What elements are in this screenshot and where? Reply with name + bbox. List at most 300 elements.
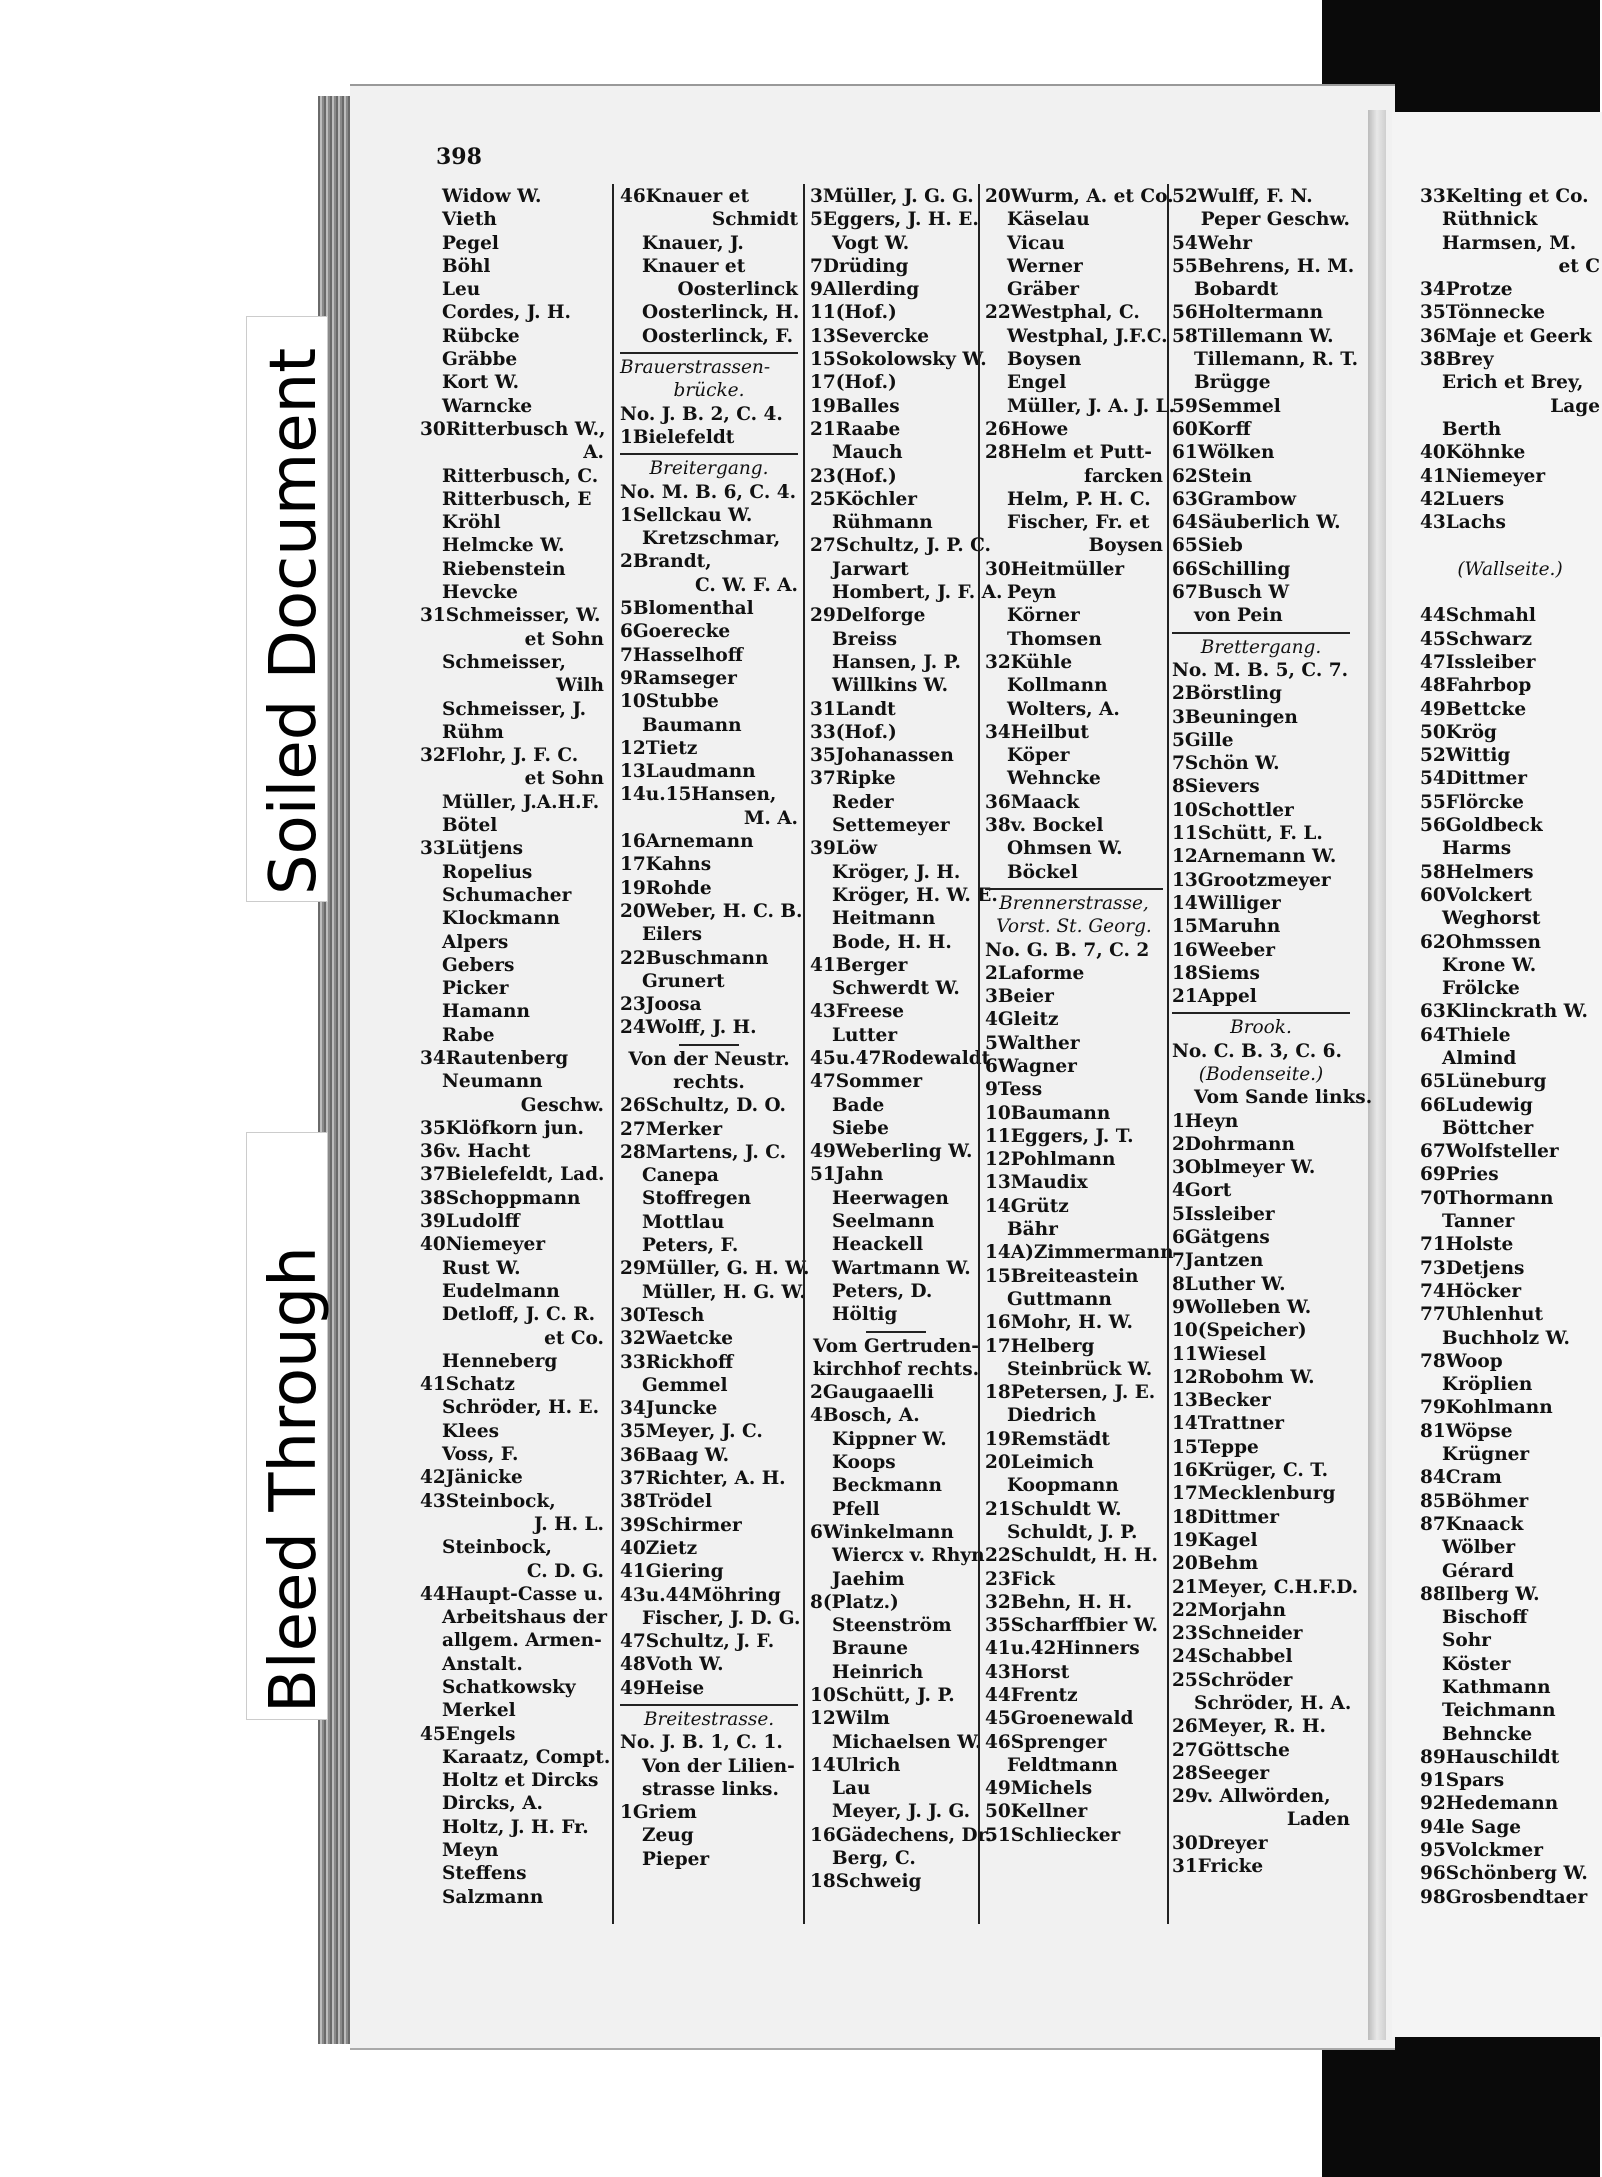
- house-entry: 56Holtermann: [1172, 302, 1324, 324]
- house-entry: 17Helberg: [985, 1335, 1095, 1357]
- resident-entry: Gérard: [1442, 1560, 1514, 1582]
- resident-entry: Heitmann: [832, 908, 936, 930]
- resident-entry: Gräber: [1007, 279, 1079, 301]
- house-entry: 87Knaack: [1420, 1513, 1524, 1535]
- soiled-document-text: Soiled Document: [257, 347, 331, 895]
- section-rule: [1172, 1012, 1350, 1014]
- house-entry: 27Schultz, J. P. C.: [810, 535, 991, 557]
- resident-entry: Knauer et: [642, 255, 746, 277]
- resident-entry: Siebe: [832, 1117, 889, 1139]
- house-entry: 6Gätgens: [1172, 1227, 1270, 1249]
- house-entry: 14Williger: [1172, 892, 1281, 914]
- house-entry: 13Maudix: [985, 1172, 1088, 1194]
- house-entry: 12Wilm: [810, 1708, 890, 1730]
- resident-entry: kirchhof rechts.: [812, 1358, 980, 1380]
- house-entry: 89Hauschildt: [1420, 1746, 1560, 1768]
- resident-entry: Holtz et Dircks: [442, 1770, 599, 1792]
- house-entry: 23Fick: [985, 1568, 1055, 1590]
- house-entry: 60Korff: [1172, 418, 1251, 440]
- resident-entry: Köper: [1007, 745, 1070, 767]
- house-entry: 41Giering: [620, 1561, 724, 1583]
- house-entry: 7Hasselhoff: [620, 644, 743, 666]
- house-entry: 20Leimich: [985, 1452, 1094, 1474]
- resident-entry: Kröger, H. W. E.: [832, 884, 998, 906]
- resident-entry: Detloff, J. C. R.: [442, 1304, 596, 1326]
- resident-entry: Werner: [1007, 255, 1083, 277]
- house-entry: 20Behm: [1172, 1553, 1259, 1575]
- house-entry: 47Issleiber: [1420, 651, 1536, 673]
- house-entry: No. J. B. 1, C. 1.: [620, 1732, 783, 1754]
- house-entry: 24Schabbel: [1172, 1646, 1293, 1668]
- street-heading: brücke.: [673, 380, 745, 402]
- resident-entry: Willkins W.: [832, 675, 949, 697]
- house-entry: 84Cram: [1420, 1467, 1502, 1489]
- house-entry: 11Schütt, F. L.: [1172, 823, 1323, 845]
- house-entry: 32Waetcke: [620, 1328, 734, 1350]
- resident-entry: strasse links.: [642, 1778, 779, 1800]
- resident-entry: Steenström: [832, 1615, 952, 1637]
- resident-entry: Böhl: [442, 255, 491, 277]
- house-entry: 46Sprenger: [985, 1731, 1107, 1753]
- resident-entry: Gräbbe: [442, 349, 518, 371]
- resident-entry: Steinbrück W.: [1007, 1358, 1153, 1380]
- resident-entry: Settemeyer: [832, 815, 950, 837]
- house-entry: 16Gädechens, Dr.: [810, 1824, 993, 1846]
- house-entry: 13Severcke: [810, 325, 929, 347]
- resident-entry: Schröder, H. E.: [442, 1397, 600, 1419]
- soiled-document-label: [246, 316, 331, 902]
- house-entry: 67Wolfsteller: [1420, 1141, 1559, 1163]
- resident-entry: Brügge: [1194, 372, 1271, 394]
- house-entry: 43Freese: [810, 1001, 905, 1023]
- resident-entry: Oosterlinck, F.: [642, 325, 794, 347]
- house-entry: 54Dittmer: [1420, 768, 1527, 790]
- resident-entry: Riebenstein: [442, 558, 566, 580]
- house-entry: 35Scharffbier W.: [985, 1615, 1158, 1637]
- resident-entry: Warncke: [442, 395, 533, 417]
- resident-entry: Ritterbusch, C.: [442, 465, 599, 487]
- house-entry: No. G. B. 7, C. 2: [985, 939, 1150, 961]
- house-entry: 21Schuldt W.: [985, 1498, 1122, 1520]
- resident-entry: Bähr: [1007, 1219, 1058, 1241]
- resident-entry: Mauch: [832, 442, 903, 464]
- bleed-through-text: Bleed Through: [257, 1246, 331, 1713]
- resident-entry: rechts.: [673, 1071, 745, 1093]
- house-entry: 51Jahn: [810, 1164, 884, 1186]
- house-entry: 36Maack: [985, 791, 1080, 813]
- resident-entry: Schuldt, J. P.: [1007, 1521, 1138, 1543]
- resident-entry: Buchholz W.: [1442, 1327, 1570, 1349]
- resident-entry: C. W. F. A.: [694, 574, 798, 596]
- resident-entry: Henneberg: [442, 1350, 558, 1372]
- resident-entry: Krone W.: [1442, 954, 1537, 976]
- street-heading: Breitestrasse.: [643, 1709, 775, 1730]
- resident-entry: Diedrich: [1007, 1405, 1097, 1427]
- house-entry: 40Zietz: [620, 1537, 698, 1559]
- house-entry: 2Dohrmann: [1172, 1133, 1295, 1155]
- street-heading: Brook.: [1230, 1017, 1292, 1039]
- house-entry: 49Weberling W.: [810, 1141, 973, 1163]
- resident-entry: Pieper: [642, 1848, 710, 1870]
- resident-entry: Schwerdt W.: [832, 978, 960, 1000]
- resident-entry: Schmidt: [711, 209, 798, 231]
- house-entry: 13Laudmann: [620, 761, 756, 783]
- resident-entry: Knauer, J.: [642, 232, 744, 254]
- resident-entry: Wartmann W.: [832, 1257, 971, 1279]
- resident-entry: Ohmsen W.: [1007, 838, 1123, 860]
- house-entry: 7Schön W.: [1172, 753, 1280, 775]
- house-entry: 1Heyn: [1172, 1110, 1239, 1132]
- house-entry: 16Arnemann: [620, 831, 754, 853]
- house-entry: 61Wölken: [1172, 442, 1275, 464]
- house-entry: 34Heilbut: [985, 721, 1089, 743]
- house-entry: 19Rohde: [620, 877, 712, 899]
- street-heading: (Bodenseite.): [1198, 1063, 1324, 1085]
- house-entry: 2Brandt,: [620, 551, 712, 573]
- house-entry: 22Westphal, C.: [985, 302, 1140, 324]
- house-entry: 15Teppe: [1172, 1436, 1259, 1458]
- resident-entry: Schumacher: [442, 884, 572, 906]
- house-entry: 14Grütz: [985, 1195, 1069, 1217]
- house-entry: 19Balles: [810, 395, 900, 417]
- house-entry: 5Gille: [1172, 729, 1234, 751]
- resident-entry: Berth: [1442, 418, 1502, 440]
- house-entry: 98Grosbendtaer: [1420, 1886, 1588, 1908]
- house-entry: 3Oblmeyer W.: [1172, 1157, 1316, 1179]
- house-entry: 33Rickhoff: [620, 1351, 734, 1373]
- house-entry: 37Richter, A. H.: [620, 1468, 786, 1490]
- street-heading: Brettergang.: [1200, 636, 1322, 658]
- house-entry: 9Allerding: [810, 279, 920, 301]
- house-entry: 41Schatz: [420, 1374, 515, 1396]
- house-entry: 29Müller, G. H. W.: [620, 1258, 810, 1280]
- house-entry: 14Trattner: [1172, 1413, 1284, 1435]
- directory-column-3: [810, 185, 1003, 1925]
- resident-entry: Lutter: [832, 1024, 898, 1046]
- house-entry: 38Schoppmann: [420, 1187, 581, 1209]
- house-entry: 42Jänicke: [420, 1467, 523, 1489]
- house-entry: 18Siems: [1172, 962, 1260, 984]
- house-entry: 70Thormann: [1420, 1187, 1554, 1209]
- resident-entry: Kort W.: [442, 372, 520, 394]
- house-entry: 6Goerecke: [620, 621, 731, 643]
- house-entry: 5Blomenthal: [620, 598, 754, 620]
- resident-entry: Reder: [832, 791, 894, 813]
- house-entry: 13Grootzmeyer: [1172, 869, 1331, 891]
- resident-entry: M. A.: [743, 807, 798, 829]
- house-entry: 37Ripke: [810, 768, 896, 790]
- resident-entry: Laden: [1286, 1809, 1350, 1831]
- resident-entry: Meyn: [442, 1840, 499, 1862]
- resident-entry: Harms: [1442, 838, 1512, 860]
- resident-entry: Sohr: [1442, 1630, 1491, 1652]
- house-entry: 34Rautenberg: [420, 1047, 569, 1069]
- house-entry: 41u.42Hinners: [985, 1638, 1140, 1660]
- house-entry: 19Kagel: [1172, 1529, 1258, 1551]
- street-heading: (Wallseite.): [1457, 558, 1563, 580]
- house-entry: 31Fricke: [1172, 1856, 1264, 1878]
- resident-entry: Stoffregen: [642, 1188, 752, 1210]
- house-entry: 27Merker: [620, 1118, 723, 1140]
- resident-entry: Kathmann: [1442, 1677, 1551, 1698]
- house-entry: 10Schottler: [1172, 799, 1294, 821]
- resident-entry: Widow W.: [442, 186, 542, 207]
- resident-entry: Grunert: [642, 970, 725, 992]
- resident-entry: Berg, C.: [832, 1848, 916, 1870]
- house-entry: 52Wulff, F. N.: [1172, 186, 1313, 207]
- house-entry: 18Petersen, J. E.: [985, 1382, 1156, 1404]
- resident-entry: Körner: [1007, 605, 1080, 627]
- house-entry: 21Appel: [1172, 986, 1257, 1008]
- resident-entry: Kröger, J. H.: [832, 861, 961, 883]
- house-entry: 64Thiele: [1420, 1024, 1511, 1046]
- house-entry: 49Michels: [985, 1778, 1093, 1800]
- house-entry: 67Busch W: [1172, 582, 1290, 604]
- house-entry: 45Engels: [420, 1723, 516, 1745]
- resident-entry: Harmsen, M.: [1442, 232, 1577, 254]
- resident-entry: Pegel: [442, 232, 499, 254]
- section-rule: [1172, 632, 1350, 634]
- resident-entry: Jarwart: [832, 558, 909, 580]
- resident-entry: Käselau: [1007, 209, 1090, 231]
- house-entry: 35Klöfkorn jun.: [420, 1117, 584, 1139]
- house-entry: 36Maje et Geerk: [1420, 325, 1592, 347]
- house-entry: 8(Platz.): [810, 1591, 899, 1613]
- resident-entry: J. H. L.: [533, 1513, 604, 1535]
- house-entry: 65Sieb: [1172, 535, 1243, 557]
- house-entry: 5Walther: [985, 1032, 1080, 1054]
- house-entry: 21Raabe: [810, 418, 901, 440]
- house-entry: 41Berger: [810, 954, 908, 976]
- house-entry: 39Löw: [810, 838, 878, 860]
- house-entry: 39Schirmer: [620, 1514, 742, 1536]
- resident-entry: Canepa: [642, 1165, 719, 1187]
- house-entry: 63Grambow: [1172, 488, 1297, 510]
- resident-entry: Alpers: [442, 931, 509, 953]
- house-entry: 44Frentz: [985, 1685, 1078, 1706]
- house-entry: 59Semmel: [1172, 395, 1281, 417]
- house-entry: 20Wurm, A. et Co.: [985, 186, 1174, 207]
- resident-entry: Klees: [442, 1420, 500, 1442]
- resident-entry: Frölcke: [1442, 978, 1520, 1000]
- house-entry: 15Breiteastein: [985, 1265, 1139, 1287]
- house-entry: 12Robohm W.: [1172, 1366, 1315, 1388]
- resident-entry: Picker: [442, 978, 509, 1000]
- resident-entry: Kippner W.: [832, 1428, 947, 1450]
- house-entry: 38Trödel: [620, 1491, 712, 1513]
- resident-entry: Wehncke: [1007, 768, 1101, 790]
- house-entry: 5Eggers, J. H. E.: [810, 209, 979, 231]
- house-entry: 10Stubbe: [620, 691, 719, 713]
- house-entry: 81Wöpse: [1420, 1420, 1513, 1442]
- resident-entry: Voss, F.: [442, 1444, 519, 1466]
- house-entry: No. M. B. 6, C. 4.: [620, 481, 797, 503]
- house-entry: 8Sievers: [1172, 776, 1260, 798]
- house-entry: 66Schilling: [1172, 558, 1291, 580]
- resident-entry: von Pein: [1194, 605, 1283, 627]
- house-entry: 4Gort: [1172, 1180, 1232, 1202]
- resident-entry: Köster: [1442, 1653, 1511, 1675]
- resident-entry: et Sohn: [524, 768, 604, 790]
- street-heading: Vorst. St. Georg.: [996, 916, 1152, 938]
- house-entry: 6Winkelmann: [810, 1521, 954, 1543]
- resident-entry: Erich et Brey,: [1442, 372, 1584, 394]
- house-entry: 14Ulrich: [810, 1754, 901, 1776]
- resident-entry: farcken: [1084, 465, 1163, 487]
- resident-entry: et Sohn: [524, 628, 604, 650]
- house-entry: 47Schultz, J. F.: [620, 1631, 775, 1653]
- house-entry: 17(Hof.): [810, 372, 897, 394]
- house-entry: 2Börstling: [1172, 683, 1282, 705]
- house-entry: 14A)Zimmermann: [985, 1242, 1174, 1264]
- house-entry: 50Kellner: [985, 1801, 1088, 1823]
- house-entry: 18Schweig: [810, 1871, 922, 1893]
- resident-entry: Merkel: [442, 1700, 516, 1722]
- resident-entry: Cordes, J. H.: [442, 302, 571, 324]
- resident-entry: Heackell: [832, 1234, 924, 1256]
- house-entry: 45u.47Rodewaldt: [810, 1047, 991, 1069]
- directory-column-2: [620, 185, 810, 1925]
- house-entry: 22Buschmann: [620, 947, 769, 969]
- resident-entry: Gemmel: [642, 1374, 728, 1396]
- resident-entry: Dircks, A.: [442, 1793, 543, 1815]
- house-entry: 78Woop: [1420, 1350, 1503, 1372]
- resident-entry: Kretzschmar,: [642, 528, 781, 550]
- house-entry: 15Sokolowsky W.: [810, 349, 987, 371]
- house-entry: 43u.44Möhring: [620, 1584, 781, 1606]
- section-rule: [985, 888, 1163, 890]
- resident-entry: [1420, 581, 1600, 604]
- house-entry: 7Jantzen: [1172, 1250, 1264, 1272]
- section-rule-short: [679, 1044, 739, 1046]
- house-entry: 94le Sage: [1420, 1816, 1522, 1838]
- house-entry: 9Wolleben W.: [1172, 1296, 1312, 1318]
- resident-entry: A.: [583, 442, 604, 464]
- house-entry: 4Gleitz: [985, 1009, 1059, 1031]
- house-entry: 34Protze: [1420, 279, 1513, 301]
- resident-entry: Michaelsen W.: [832, 1731, 982, 1753]
- house-entry: 38Brey: [1420, 349, 1494, 371]
- resident-entry: Jaehim: [832, 1568, 905, 1590]
- house-entry: 2Laforme: [985, 962, 1085, 984]
- house-entry: 55Behrens, H. M.: [1172, 255, 1355, 277]
- house-entry: 5Issleiber: [1172, 1203, 1275, 1225]
- resident-entry: Holtz, J. H. Fr.: [442, 1816, 589, 1838]
- resident-entry: Böttcher: [1442, 1117, 1534, 1139]
- resident-entry: allgem. Armen-: [442, 1630, 602, 1652]
- house-entry: 26Schultz, D. O.: [620, 1095, 786, 1117]
- house-entry: 3Beuningen: [1172, 706, 1298, 728]
- resident-entry: Bode, H. H.: [832, 931, 952, 953]
- house-entry: 43Horst: [985, 1661, 1070, 1683]
- bleed-through-label: [246, 1132, 331, 1720]
- house-entry: 35Tönnecke: [1420, 302, 1545, 324]
- house-entry: 33(Hof.): [810, 721, 897, 743]
- resident-entry: Bobardt: [1194, 279, 1279, 301]
- page-number: 398: [436, 144, 482, 170]
- resident-entry: Ritterbusch, E: [442, 488, 592, 510]
- house-entry: No. J. B. 2, C. 4.: [620, 403, 783, 425]
- resident-entry: Pfell: [832, 1498, 880, 1520]
- house-entry: 65Lüneburg: [1420, 1071, 1547, 1093]
- house-entry: 10Schütt, J. P.: [810, 1685, 955, 1706]
- house-entry: 22Schuldt, H. H.: [985, 1545, 1158, 1567]
- section-rule-short: [866, 1331, 926, 1333]
- resident-entry: Peyn: [1007, 582, 1057, 604]
- house-entry: 28Seeger: [1172, 1762, 1270, 1784]
- house-entry: 16Weeber: [1172, 939, 1276, 961]
- house-entry: 35Johanassen: [810, 745, 954, 767]
- house-entry: 26Howe: [985, 418, 1069, 440]
- house-entry: 8Luther W.: [1172, 1273, 1286, 1295]
- resident-entry: Steffens: [442, 1863, 527, 1885]
- resident-entry: Zeug: [642, 1825, 694, 1847]
- house-entry: 19Remstädt: [985, 1428, 1110, 1450]
- house-entry: 58Helmers: [1420, 861, 1534, 883]
- resident-entry: Hamann: [442, 1001, 530, 1023]
- resident-entry: Guttmann: [1007, 1288, 1112, 1310]
- resident-entry: Koopmann: [1007, 1475, 1119, 1497]
- house-entry: 29v. Allwörden,: [1172, 1786, 1331, 1808]
- house-entry: 38v. Bockel: [985, 815, 1104, 837]
- resident-entry: Hombert, J. F. A.: [832, 582, 1003, 604]
- resident-entry: Höltig: [832, 1304, 898, 1326]
- house-entry: 23Schneider: [1172, 1623, 1303, 1645]
- house-entry: 44Schmahl: [1420, 605, 1536, 627]
- resident-entry: Wiercx v. Rhyn: [832, 1545, 985, 1567]
- resident-entry: Geschw.: [520, 1094, 604, 1116]
- resident-entry: Bade: [832, 1094, 885, 1116]
- resident-entry: Wolters, A.: [1007, 698, 1120, 720]
- resident-entry: Tanner: [1442, 1211, 1515, 1233]
- resident-entry: Kröhl: [442, 512, 501, 534]
- house-entry: 49Bettcke: [1420, 698, 1527, 720]
- house-entry: 66Ludewig: [1420, 1094, 1533, 1116]
- resident-entry: Helm, P. H. C.: [1007, 488, 1151, 510]
- resident-entry: Schmeisser, J.: [442, 698, 587, 720]
- house-entry: 33Kelting et Co.: [1420, 186, 1589, 207]
- resident-entry: Bötel: [442, 815, 498, 837]
- house-entry: 34Juncke: [620, 1398, 718, 1420]
- resident-entry: Peters, D.: [832, 1280, 933, 1302]
- house-entry: 77Uhlenhut: [1420, 1304, 1544, 1326]
- resident-entry: Schmeisser,: [442, 651, 566, 673]
- house-entry: 79Kohlmann: [1420, 1397, 1553, 1419]
- section-rule: [620, 1704, 798, 1706]
- column-rule: [978, 184, 980, 1924]
- house-entry: 12Pohlmann: [985, 1149, 1116, 1171]
- house-entry: 51Schliecker: [985, 1824, 1121, 1846]
- street-heading: Breitergang.: [649, 458, 769, 480]
- house-entry: 85Böhmer: [1420, 1490, 1529, 1512]
- house-entry: 43Steinbock,: [420, 1490, 556, 1512]
- house-entry: 46Knauer et: [620, 186, 749, 207]
- resident-entry: Böckel: [1007, 861, 1078, 883]
- resident-entry: Hevcke: [442, 582, 518, 604]
- resident-entry: Vieth: [442, 209, 497, 231]
- house-entry: 69Pries: [1420, 1164, 1499, 1186]
- house-entry: No. C. B. 3, C. 6.: [1172, 1040, 1342, 1062]
- resident-entry: Peters, F.: [642, 1235, 739, 1257]
- house-entry: 35Meyer, J. C.: [620, 1421, 763, 1443]
- house-entry: 22Morjahn: [1172, 1599, 1286, 1621]
- house-entry: 60Volckert: [1420, 884, 1532, 906]
- resident-entry: Rust W.: [442, 1257, 521, 1279]
- house-entry: 52Wittig: [1420, 745, 1511, 767]
- house-entry: 24Wolff, J. H.: [620, 1017, 757, 1039]
- house-entry: 40Niemeyer: [420, 1234, 546, 1256]
- house-entry: 55Flörcke: [1420, 791, 1524, 813]
